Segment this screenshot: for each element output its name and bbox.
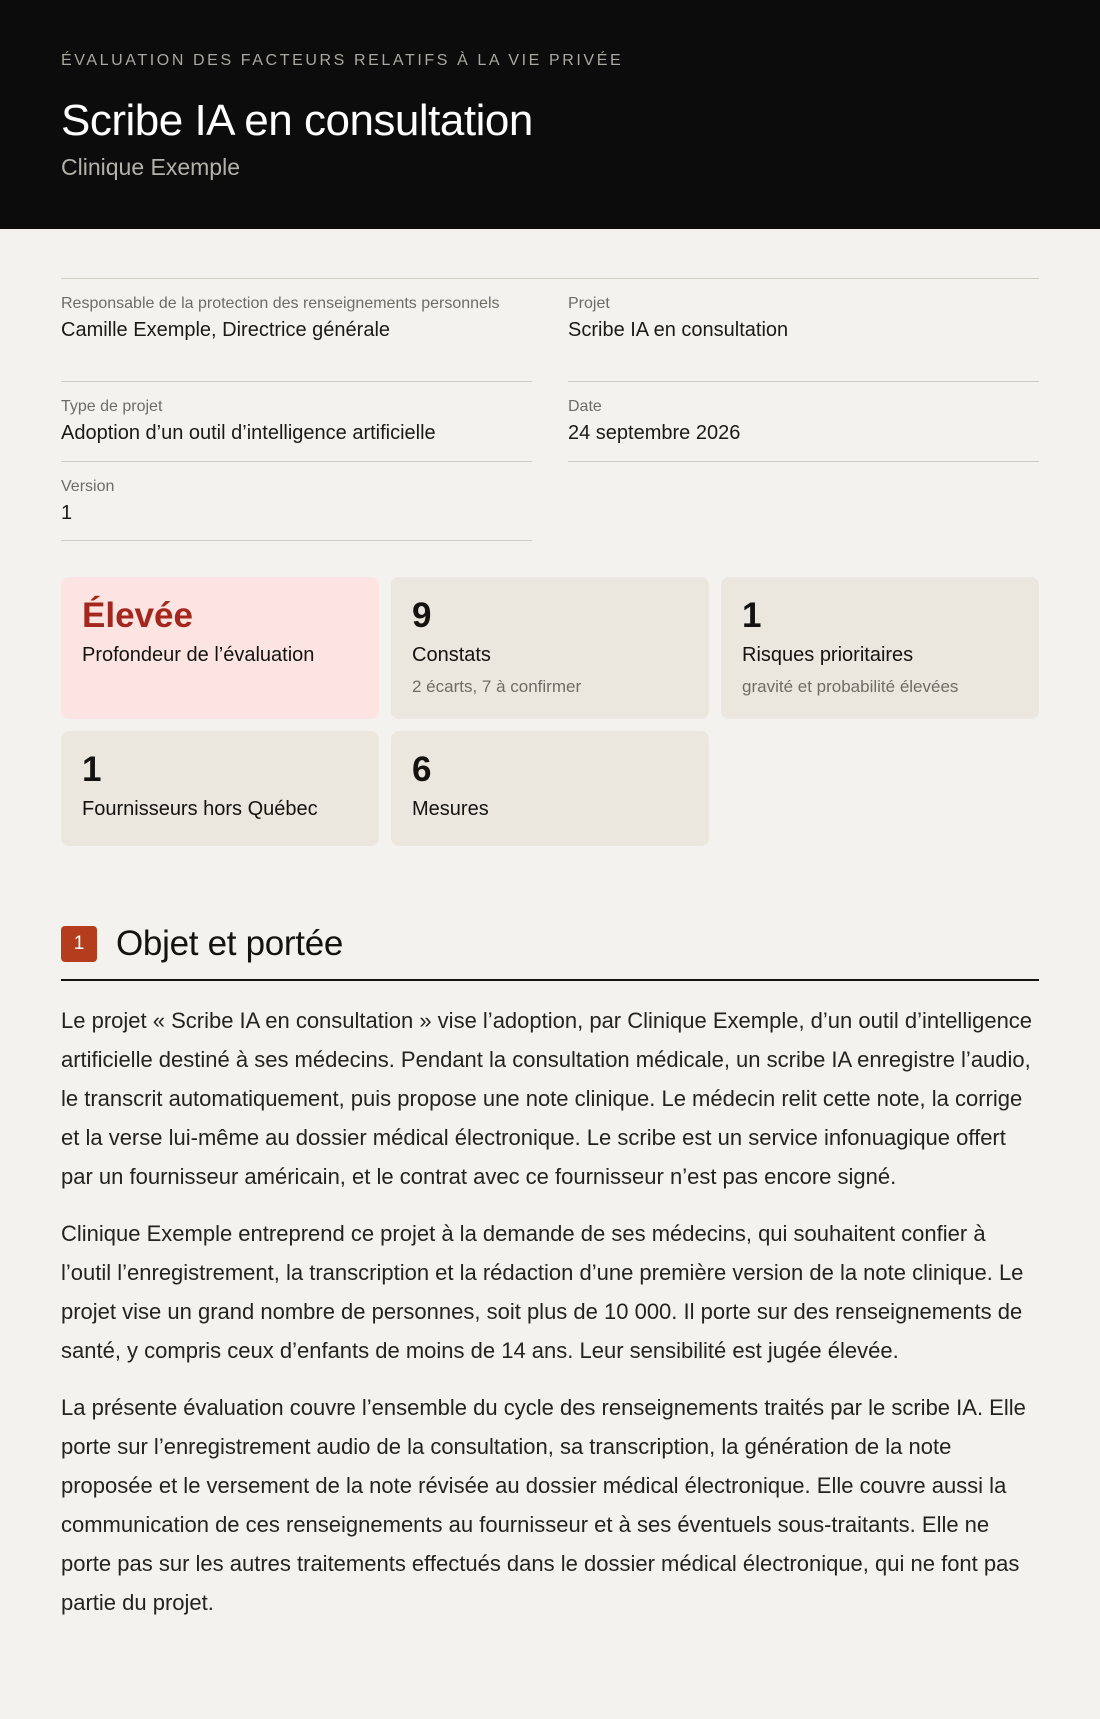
- card-suppliers-outside-quebec: [61, 731, 379, 846]
- meta-projet-label: Projet: [568, 295, 610, 312]
- meta-responsable-value: Camille Exemple, Directrice générale: [61, 319, 391, 341]
- meta-type-label: Type de projet: [61, 398, 163, 415]
- meta-date-label: Date: [568, 398, 602, 415]
- meta-type-value: Adoption d’un outil d’intelligence artificielle: [61, 422, 436, 444]
- meta-responsable-label: Responsable de la protection des renseignements personnels: [61, 295, 500, 312]
- card-evaluation-depth: [61, 577, 379, 719]
- card-value: 1: [82, 750, 102, 789]
- card-value: 1: [742, 596, 762, 635]
- card-value: 9: [412, 596, 432, 635]
- card-sublabel: gravité et probabilité élevées: [742, 677, 959, 696]
- metadata-grid: [61, 278, 1039, 541]
- report-title: Scribe IA en consultation: [61, 96, 533, 145]
- card-label: Fournisseurs hors Québec: [82, 798, 318, 820]
- report-eyebrow: ÉVALUATION DES FACTEURS RELATIFS À LA VIE PRIVÉE: [61, 52, 624, 69]
- meta-date: [568, 382, 1039, 462]
- card-value: 6: [412, 750, 432, 789]
- meta-version-value: 1: [61, 502, 73, 524]
- section-number-badge: 1: [61, 926, 97, 962]
- card-sublabel: 2 écarts, 7 à confirmer: [412, 677, 582, 696]
- section-paragraph: Le projet « Scribe IA en consultation » vise l’adoption, par Clinique Exemple, d’un outil d’intelligence artificielle destiné à ses médecins. Pendant la consultation médicale, un scribe IA enregistre l’audio, le transcrit automatiquement, puis propose une note clinique. Le médecin relit cette note, la corrige et la verse lui-même au dossier médical électronique. Le scribe est un service infonuagique offert par un fournisseur américain, et le contrat avec ce fournisseur n’est pas encore signé.: [61, 1008, 1033, 1189]
- report-subtitle: Clinique Exemple: [61, 154, 240, 180]
- meta-version: [61, 462, 532, 541]
- card-value: Élevée: [82, 596, 193, 635]
- section-title: Objet et portée: [116, 924, 344, 963]
- section-paragraph: Clinique Exemple entreprend ce projet à la demande de ses médecins, qui souhaitent confier à l’outil l’enregistrement, la transcription et la rédaction d’une première version de la note clinique. Le projet vise un grand nombre de personnes, soit plus de 10 000. Il porte sur des renseignements de santé, y compris ceux d’enfants de moins de 14 ans. Leur sensibilité est jugée élevée.: [61, 1221, 1024, 1363]
- meta-type: [61, 382, 532, 462]
- report-header: [0, 0, 1100, 229]
- card-findings: [391, 577, 709, 719]
- card-label: Mesures: [412, 798, 489, 820]
- summary-cards: [61, 577, 1039, 846]
- meta-version-label: Version: [61, 478, 115, 495]
- card-label: Constats: [412, 644, 491, 666]
- card-label: Risques prioritaires: [742, 644, 914, 666]
- report-content: [0, 278, 1100, 1622]
- meta-date-value: 24 septembre 2026: [568, 422, 741, 444]
- section-paragraph: La présente évaluation couvre l’ensemble du cycle des renseignements traités par le scribe IA. Elle porte sur l’enregistrement audio de la consultation, sa transcription, la génération de la note proposée et le versement de la note révisée au dossier médical électronique. Elle couvre aussi la communication de ces renseignements au fournisseur et à ses éventuels sous-traitants. Elle ne porte pas sur les autres traitements effectués dans le dossier médical électronique, qui ne font pas partie du projet.: [61, 1395, 1026, 1615]
- meta-responsable: [61, 279, 532, 382]
- card-priority-risks: [721, 577, 1039, 719]
- card-label: Profondeur de l’évaluation: [82, 644, 315, 666]
- card-measures: [391, 731, 709, 846]
- section-heading: [61, 923, 1039, 981]
- meta-projet-value: Scribe IA en consultation: [568, 319, 789, 341]
- meta-projet: [568, 279, 1039, 382]
